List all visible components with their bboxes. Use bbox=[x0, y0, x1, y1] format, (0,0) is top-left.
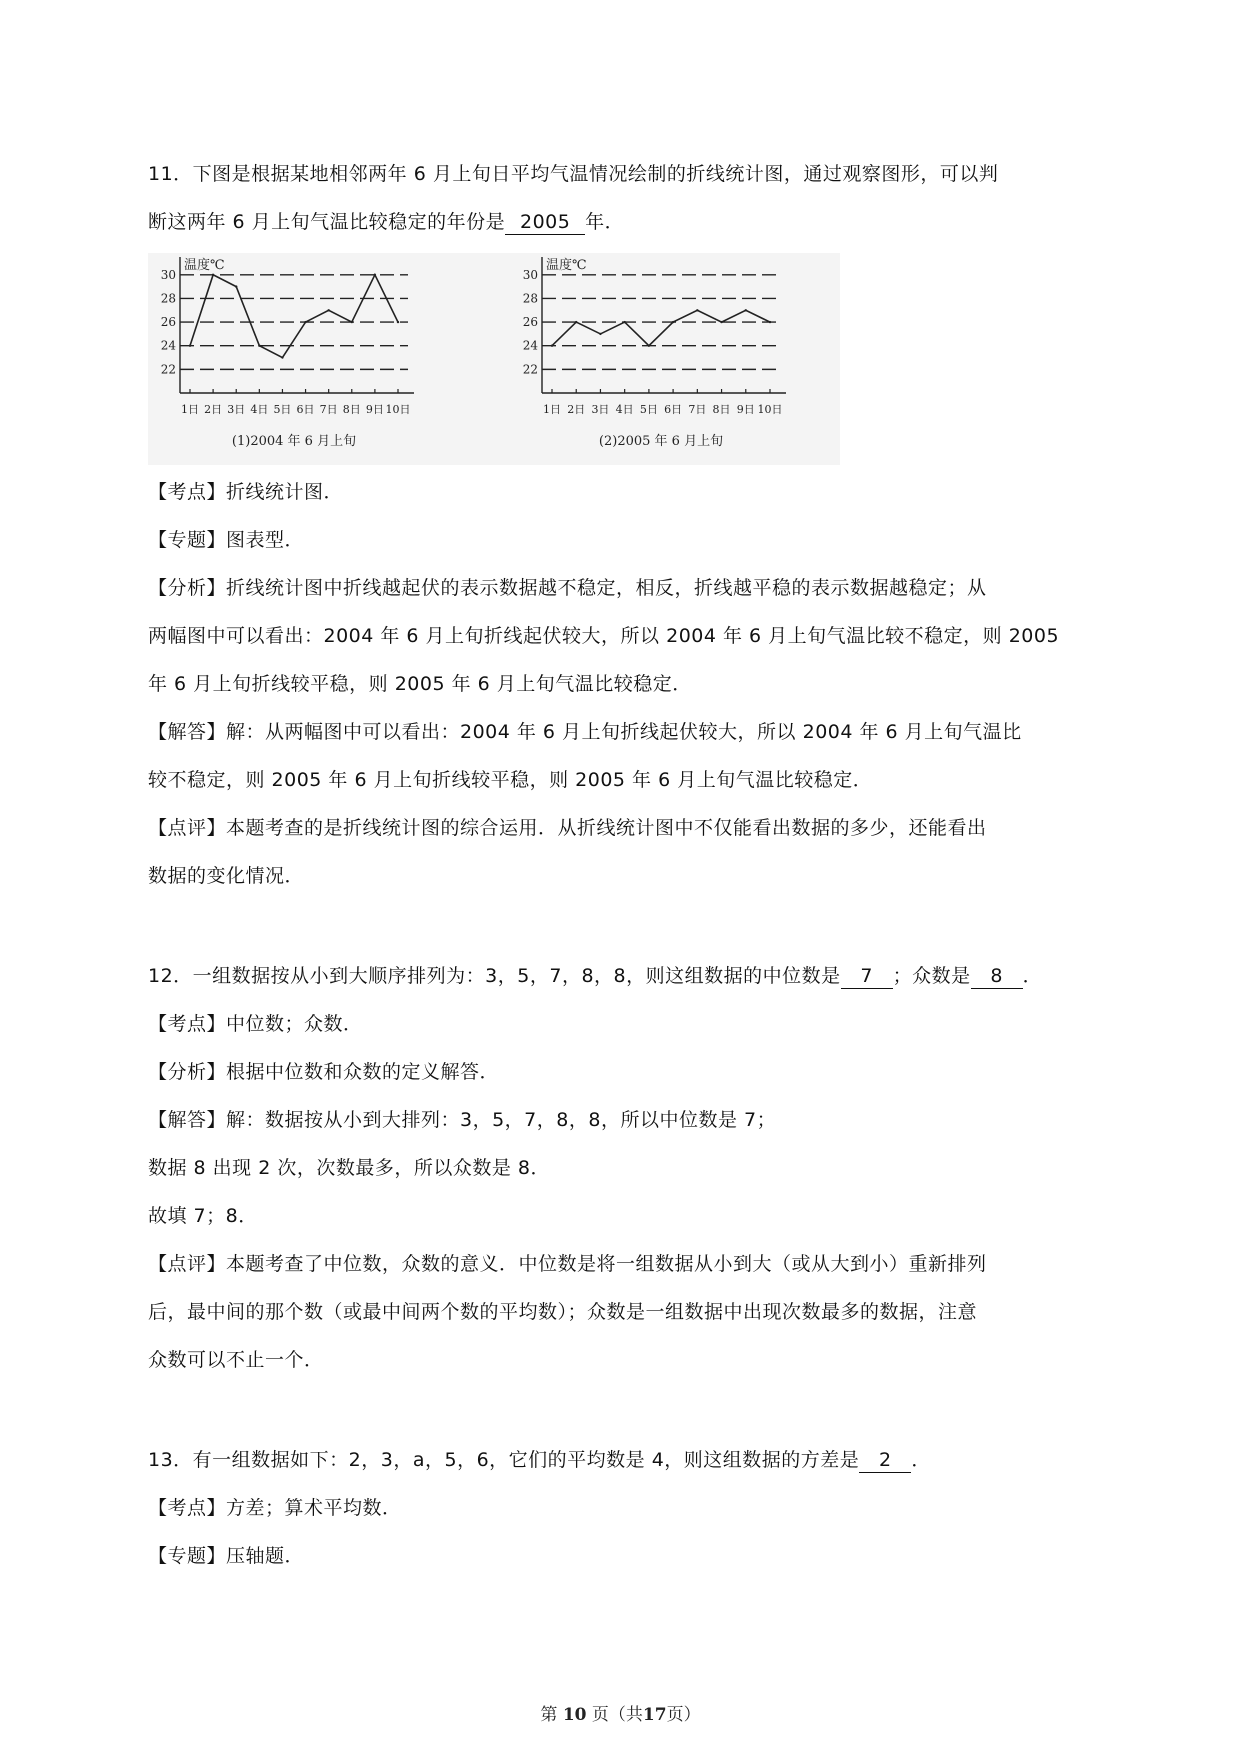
x-tick-label: 10日 bbox=[385, 403, 411, 416]
x-tick-label: 5日 bbox=[273, 403, 292, 416]
y-tick-label: 30 bbox=[522, 267, 538, 282]
q11-dianping-line2: 数据的变化情况． bbox=[148, 865, 305, 887]
q13-stem bbox=[148, 1446, 931, 1474]
q11-stem-line1: 11．下图是根据某地相邻两年 6 月上旬日平均气温情况绘制的折线统计图，通过观察图形，可以判 bbox=[148, 163, 999, 185]
data-point bbox=[672, 321, 674, 323]
q12-answer1-blank: 7 bbox=[841, 964, 893, 989]
q12-stem bbox=[148, 962, 1042, 990]
q12-jieda-line1: 【解答】解：数据按从小到大排列：3，5，7，8，8，所以中位数是 7； bbox=[148, 1109, 777, 1131]
x-tick-label: 1日 bbox=[543, 403, 561, 416]
q13-zhuanti: 【专题】压轴题． bbox=[148, 1545, 305, 1567]
y-tick-label: 26 bbox=[160, 315, 176, 330]
q11-stem-suffix: 年． bbox=[585, 211, 625, 233]
q11-jieda-line1: 【解答】解：从两幅图中可以看出：2004 年 6 月上旬折线起伏较大，所以 2004 年 6 月上旬气温比 bbox=[148, 721, 1022, 743]
q13-stem-text: 13．有一组数据如下：2，3，a，5，6，它们的平均数是 4，则这组数据的方差是 bbox=[148, 1449, 860, 1471]
page-footer bbox=[0, 1700, 1241, 1725]
chart-caption: (1)2004 年 6 月上旬 bbox=[231, 434, 357, 449]
footer-middle: 页（共 bbox=[591, 1705, 643, 1725]
data-point bbox=[281, 356, 283, 358]
y-tick-label: 24 bbox=[160, 338, 176, 353]
data-point bbox=[374, 274, 376, 276]
y-axis-label: 温度℃ bbox=[546, 258, 587, 273]
q12-dianping-line3: 众数可以不止一个． bbox=[148, 1349, 324, 1371]
data-point bbox=[212, 274, 214, 276]
x-tick-label: 4日 bbox=[250, 403, 269, 416]
q11-stem-text: 断这两年 6 月上旬气温比较稳定的年份是 bbox=[148, 211, 506, 233]
x-tick-label: 9日 bbox=[365, 403, 384, 416]
data-point bbox=[769, 321, 771, 323]
chart-caption: (2)2005 年 6 月上旬 bbox=[598, 434, 724, 449]
x-tick-label: 9日 bbox=[736, 403, 755, 416]
data-point bbox=[397, 321, 399, 323]
x-tick-label: 8日 bbox=[342, 403, 361, 416]
x-tick-label: 4日 bbox=[615, 403, 634, 416]
q12-stem-text: 12．一组数据按从小到大顺序排列为：3，5，7，8，8，则这组数据的中位数是 bbox=[148, 965, 841, 987]
temperature-charts bbox=[148, 253, 840, 465]
y-tick-label: 22 bbox=[160, 362, 176, 377]
q11-zhuanti: 【专题】图表型． bbox=[148, 529, 305, 551]
q12-answer2-blank: 8 bbox=[971, 964, 1023, 989]
data-point bbox=[648, 345, 650, 347]
data-point bbox=[258, 345, 260, 347]
q11-fenxi-line3: 年 6 月上旬折线较平稳，则 2005 年 6 月上旬气温比较稳定． bbox=[148, 673, 692, 695]
q12-stem-suffix: ． bbox=[1022, 965, 1043, 987]
q11-stem-line2 bbox=[148, 208, 624, 236]
y-tick-label: 30 bbox=[160, 267, 176, 282]
data-point bbox=[745, 309, 747, 311]
data-point bbox=[551, 345, 553, 347]
x-tick-label: 3日 bbox=[227, 403, 246, 416]
q11-answer-blank: 2005 bbox=[505, 210, 585, 235]
x-tick-label: 3日 bbox=[591, 403, 610, 416]
q13-stem-suffix: ． bbox=[911, 1449, 931, 1471]
q13-kaodian: 【考点】方差；算术平均数． bbox=[148, 1497, 402, 1519]
x-tick-label: 8日 bbox=[712, 403, 731, 416]
q11-fenxi-line2: 两幅图中可以看出：2004 年 6 月上旬折线起伏较大，所以 2004 年 6 月上旬气温比较不稳定，则 2005 bbox=[148, 625, 1060, 647]
y-tick-label: 28 bbox=[522, 291, 538, 306]
q12-dianping-line1: 【点评】本题考查了中位数，众数的意义．中位数是将一组数据从小到大（或从大到小）重新排列 bbox=[148, 1253, 987, 1275]
footer-prefix: 第 bbox=[540, 1705, 558, 1725]
x-tick-label: 2日 bbox=[204, 403, 223, 416]
y-tick-label: 22 bbox=[522, 362, 538, 377]
data-point bbox=[235, 285, 237, 287]
data-point bbox=[189, 345, 191, 347]
footer-page-number: 10 bbox=[562, 1705, 587, 1725]
x-tick-label: 10日 bbox=[757, 403, 783, 416]
q13-answer-blank: 2 bbox=[859, 1448, 911, 1473]
q12-jieda-line2: 数据 8 出现 2 次，次数最多，所以众数是 8． bbox=[148, 1157, 550, 1179]
x-tick-label: 1日 bbox=[181, 403, 199, 416]
data-point bbox=[696, 309, 698, 311]
q12-jieda-line3: 故填 7；8． bbox=[148, 1205, 258, 1227]
footer-total-pages: 17 bbox=[642, 1705, 667, 1725]
q12-kaodian: 【考点】中位数；众数． bbox=[148, 1013, 363, 1035]
data-point bbox=[623, 321, 625, 323]
y-axis-label: 温度℃ bbox=[184, 258, 225, 273]
data-point bbox=[575, 321, 577, 323]
x-tick-label: 6日 bbox=[296, 403, 315, 416]
q12-stem-mid: ；众数是 bbox=[892, 965, 971, 987]
x-tick-label: 6日 bbox=[664, 403, 683, 416]
q11-fenxi-line1: 【分析】折线统计图中折线越起伏的表示数据越不稳定，相反，折线越平稳的表示数据越稳定；从 bbox=[148, 577, 987, 599]
data-point bbox=[720, 321, 722, 323]
y-tick-label: 26 bbox=[522, 315, 538, 330]
data-point bbox=[599, 333, 601, 335]
q12-dianping-line2: 后，最中间的那个数（或最中间两个数的平均数）；众数是一组数据中出现次数最多的数据，注意 bbox=[148, 1301, 978, 1323]
footer-suffix: 页） bbox=[666, 1705, 701, 1725]
q11-jieda-line2: 较不稳定，则 2005 年 6 月上旬折线较平稳，则 2005 年 6 月上旬气温比较稳定． bbox=[148, 769, 873, 791]
x-tick-label: 5日 bbox=[639, 403, 658, 416]
data-point bbox=[351, 321, 353, 323]
y-tick-label: 28 bbox=[160, 291, 176, 306]
x-tick-label: 7日 bbox=[688, 403, 707, 416]
q11-dianping-line1: 【点评】本题考查的是折线统计图的综合运用．从折线统计图中不仅能看出数据的多少，还能看出 bbox=[148, 817, 987, 839]
x-tick-label: 7日 bbox=[319, 403, 338, 416]
data-point bbox=[327, 309, 329, 311]
y-tick-label: 24 bbox=[522, 338, 538, 353]
q12-fenxi: 【分析】根据中位数和众数的定义解答． bbox=[148, 1061, 500, 1083]
data-point bbox=[304, 321, 306, 323]
x-tick-label: 2日 bbox=[567, 403, 586, 416]
q11-kaodian: 【考点】折线统计图． bbox=[148, 481, 344, 503]
